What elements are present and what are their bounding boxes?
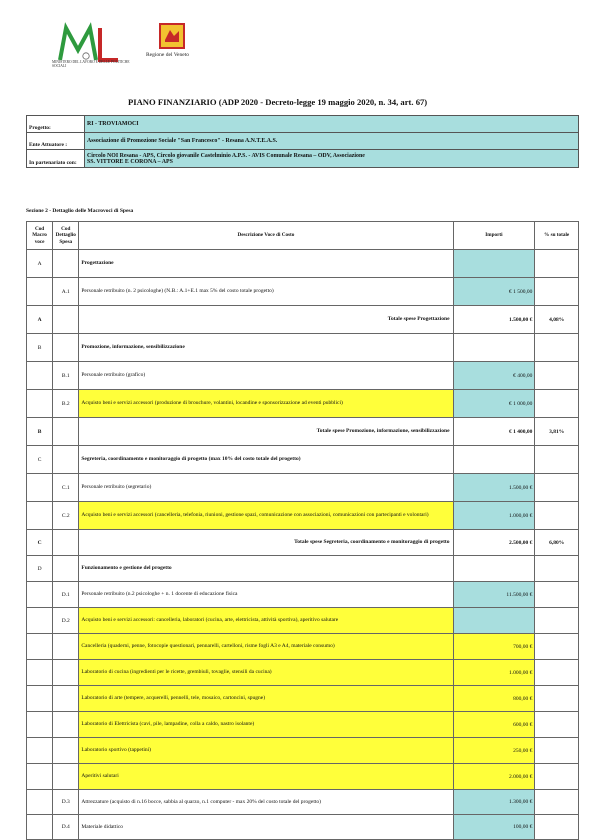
macro-code <box>27 608 53 634</box>
macro-code <box>27 790 53 815</box>
progetto-row <box>27 116 579 133</box>
partner-value-line-2: SS. VITTORE E CORONA – APS <box>87 158 173 165</box>
macro-code: B <box>27 418 53 446</box>
percentage <box>535 608 579 634</box>
table-row <box>27 250 579 278</box>
amount <box>453 556 535 582</box>
description: Personale retribuito (grafico) <box>79 362 453 390</box>
ente-value: Associazione di Promozione Sociale "San Francesco" - Resana A.N.T.E.A.S. <box>85 133 579 150</box>
amount: 1.000,00 € <box>453 502 535 530</box>
amount: 600,00 € <box>453 712 535 738</box>
detail-code: D.1 <box>53 582 79 608</box>
table-row <box>27 712 579 738</box>
macro-code <box>27 390 53 418</box>
description: Cancelleria (quaderni, penne, fotocopie questionari, pennarelli, cartelloni, risme fogli A3 e A4, materiale consumo) <box>79 634 453 660</box>
detail-code: D.3 <box>53 790 79 815</box>
percentage <box>535 582 579 608</box>
partner-row <box>27 150 579 168</box>
percentage <box>535 362 579 390</box>
table-row <box>27 738 579 764</box>
macro-code: C <box>27 530 53 556</box>
table-row <box>27 815 579 840</box>
table-row <box>27 502 579 530</box>
table-row <box>27 582 579 608</box>
detail-code <box>53 712 79 738</box>
table-row <box>27 362 579 390</box>
amount: 1.500,00 € <box>453 306 535 334</box>
partner-value <box>85 150 579 168</box>
ministero-caption: MINISTERO DEL LAVORO E DELLE POLITICHE SOCIALI <box>52 60 130 69</box>
progetto-value: RI - TROVIAMOCI <box>85 116 579 133</box>
macro-code <box>27 474 53 502</box>
percentage <box>535 446 579 474</box>
macro-code <box>27 660 53 686</box>
detail-code: D.4 <box>53 815 79 840</box>
amount: € 1 500,00 <box>453 278 535 306</box>
detail-code <box>53 556 79 582</box>
amount: 100,00 € <box>453 815 535 840</box>
percentage <box>535 556 579 582</box>
progetto-label: Progetto: <box>27 116 85 133</box>
logo-header <box>0 0 600 90</box>
percentage <box>535 474 579 502</box>
cost-table-header <box>27 222 579 250</box>
amount <box>453 250 535 278</box>
macro-code: D <box>27 556 53 582</box>
table-row <box>27 390 579 418</box>
amount: € 1 000,00 <box>453 390 535 418</box>
detail-code: D.2 <box>53 608 79 634</box>
percentage <box>535 738 579 764</box>
table-row <box>27 790 579 815</box>
description: Totale spese Segreteria, coordinamento e monitoraggio di progetto <box>79 530 453 556</box>
detail-code <box>53 530 79 556</box>
detail-code <box>53 738 79 764</box>
macro-code <box>27 686 53 712</box>
project-info-table <box>26 115 579 168</box>
percentage <box>535 660 579 686</box>
percentage: 4,08% <box>535 306 579 334</box>
amount <box>453 446 535 474</box>
percentage <box>535 764 579 790</box>
amount: € 1 400,00 <box>453 418 535 446</box>
description: Progettazione <box>79 250 453 278</box>
detail-code <box>53 764 79 790</box>
detail-code: B.1 <box>53 362 79 390</box>
percentage <box>535 250 579 278</box>
amount: 1.000,00 € <box>453 660 535 686</box>
macro-code: A <box>27 306 53 334</box>
table-row <box>27 530 579 556</box>
description: Materiale didattico <box>79 815 453 840</box>
detail-code <box>53 634 79 660</box>
percentage <box>535 712 579 738</box>
detail-code: C.1 <box>53 474 79 502</box>
description: Attrezzature (acquisto di n.16 bocce, sabbia al quarzo, n.1 computer - max 20% del costo totale del progetto) <box>79 790 453 815</box>
cost-table <box>26 221 579 840</box>
amount: € 400,00 <box>453 362 535 390</box>
detail-code <box>53 334 79 362</box>
detail-code: C.2 <box>53 502 79 530</box>
macro-code: A <box>27 250 53 278</box>
amount: 1.300,00 € <box>453 790 535 815</box>
description: Totale spese Promozione, informazione, sensibilizzazione <box>79 418 453 446</box>
header-dettaglio: Cod Dettaglio Spesa <box>53 222 79 250</box>
percentage <box>535 390 579 418</box>
table-row <box>27 608 579 634</box>
table-row <box>27 418 579 446</box>
table-row <box>27 634 579 660</box>
percentage: 3,81% <box>535 418 579 446</box>
ente-row <box>27 133 579 150</box>
percentage <box>535 278 579 306</box>
description: Laboratorio di Elettricista (cavi, pile, lampadine, colla a caldo, nastro isolante) <box>79 712 453 738</box>
table-row <box>27 278 579 306</box>
macro-code <box>27 738 53 764</box>
header-importi: Importi <box>453 222 535 250</box>
detail-code <box>53 446 79 474</box>
detail-code <box>53 418 79 446</box>
partner-value-line-1: Circolo NOI Resana - APS, Circolo giovanile Castelminio A.P.S. - AVIS Comunale Resana – ODV, Associazione <box>87 152 365 159</box>
amount: 2.500,00 € <box>453 530 535 556</box>
document-title: PIANO FINANZIARIO (ADP 2020 - Decreto-legge 19 maggio 2020, n. 34, art. 67) <box>128 97 428 107</box>
amount: 250,00 € <box>453 738 535 764</box>
description: Acquisto beni e servizi accessori (cancelleria, telefonia, riunioni, gestione spazi, comunicazione con associazioni, comunicazioni con partecipanti e volontari) <box>79 502 453 530</box>
description: Aperitivi salutari <box>79 764 453 790</box>
description: Laboratorio sportivo (tappetini) <box>79 738 453 764</box>
amount: 2.000,00 € <box>453 764 535 790</box>
percentage <box>535 334 579 362</box>
percentage <box>535 686 579 712</box>
regione-veneto-logo <box>158 22 186 50</box>
table-row <box>27 446 579 474</box>
table-row <box>27 306 579 334</box>
description: Promozione, informazione, sensibilizzazione <box>79 334 453 362</box>
table-row <box>27 334 579 362</box>
table-row <box>27 764 579 790</box>
partner-label: In partenariato con: <box>27 150 85 168</box>
detail-code <box>53 660 79 686</box>
detail-code <box>53 686 79 712</box>
description: Funzionamento e gestione del progetto <box>79 556 453 582</box>
description: Acquisto beni e servizi accessori (produzione di brouchure, volantini, locandine e sponsorizzazione ad eventi pubblici) <box>79 390 453 418</box>
percentage: 6,80% <box>535 530 579 556</box>
regione-veneto-caption: Regione del Veneto <box>146 52 189 58</box>
macro-code <box>27 278 53 306</box>
percentage <box>535 815 579 840</box>
description: Totale spese Progettazione <box>79 306 453 334</box>
table-row <box>27 474 579 502</box>
macro-code <box>27 815 53 840</box>
macro-code <box>27 502 53 530</box>
header-descrizione: Descrizione Voce di Costo <box>79 222 453 250</box>
header-pct: % su totale <box>535 222 579 250</box>
description: Laboratorio di cucina (ingredienti per le ricette, grembiuli, tovaglie, stensili da cucina) <box>79 660 453 686</box>
detail-code: B.2 <box>53 390 79 418</box>
percentage <box>535 634 579 660</box>
description: Personale retribuito (n.2 psicologhe + n. 1 docente di educazione fisica <box>79 582 453 608</box>
detail-code <box>53 250 79 278</box>
macro-code: B <box>27 334 53 362</box>
table-row <box>27 660 579 686</box>
description: Personale retribuito (n. 2 psicologhe) (N.B.: A.1+E.1 max 5% del costo totale progetto) <box>79 278 453 306</box>
macro-code <box>27 362 53 390</box>
section2-title: Sezione 2 - Dettaglio delle Macrovoci di Spesa <box>26 208 134 214</box>
amount: 1.500,00 € <box>453 474 535 502</box>
table-row <box>27 556 579 582</box>
amount: 700,00 € <box>453 634 535 660</box>
ente-label: Ente Attuatore : <box>27 133 85 150</box>
table-row <box>27 686 579 712</box>
amount: 11.500,00 € <box>453 582 535 608</box>
percentage <box>535 790 579 815</box>
macro-code <box>27 764 53 790</box>
macro-code <box>27 712 53 738</box>
percentage <box>535 502 579 530</box>
description: Personale retribuito (segretario) <box>79 474 453 502</box>
macro-code <box>27 582 53 608</box>
macro-code <box>27 634 53 660</box>
macro-code: C <box>27 446 53 474</box>
amount: 800,00 € <box>453 686 535 712</box>
amount <box>453 608 535 634</box>
detail-code <box>53 306 79 334</box>
description: Segreteria, coordinamento e monitoraggio di progetto (max 10% del costo totale del progetto) <box>79 446 453 474</box>
amount <box>453 334 535 362</box>
description: Acquisto beni e servizi accessori: cancelleria, laboratori (cucina, arte, elettricista, attività sportiva), aperitivo salutare <box>79 608 453 634</box>
header-macro: Cod Macro voce <box>27 222 53 250</box>
detail-code: A.1 <box>53 278 79 306</box>
description: Laboratorio di arte (tempere, acquerelli, pennelli, tele, mosaico, cartoncini, spugne) <box>79 686 453 712</box>
